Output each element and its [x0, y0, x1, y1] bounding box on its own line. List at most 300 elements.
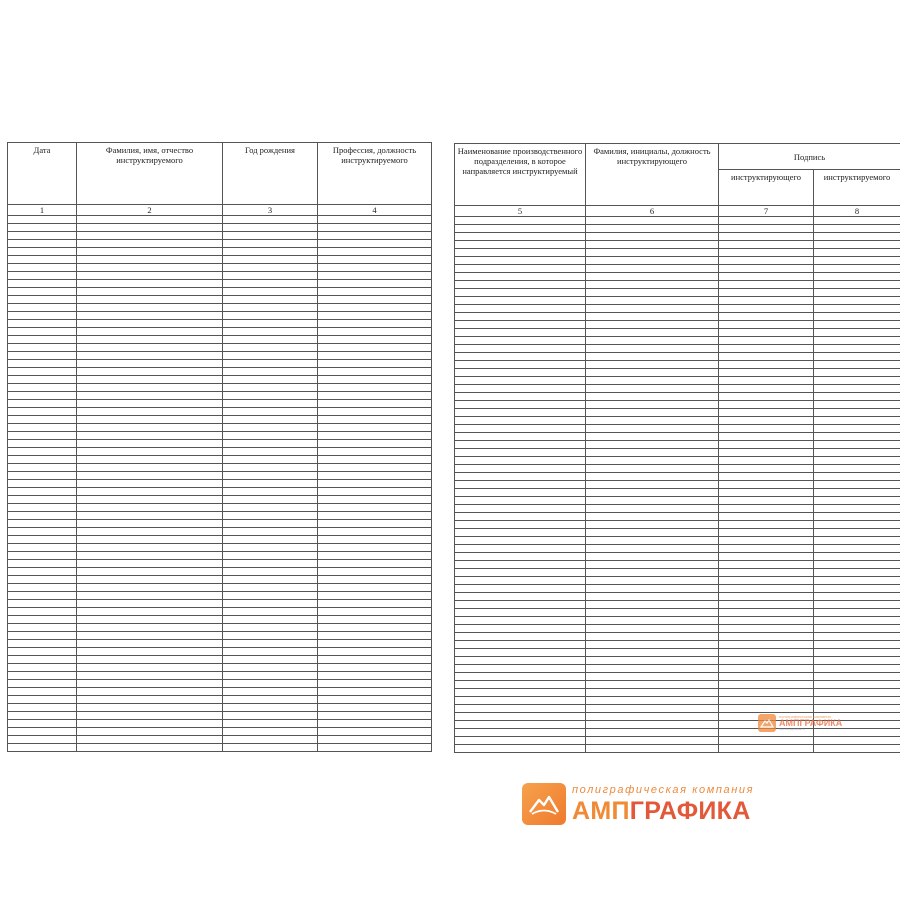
table-cell[interactable]	[318, 728, 432, 736]
table-cell[interactable]	[814, 649, 900, 657]
table-cell[interactable]	[318, 352, 432, 360]
table-cell[interactable]	[455, 689, 586, 697]
table-cell[interactable]	[8, 688, 77, 696]
table-cell[interactable]	[318, 744, 432, 752]
table-cell[interactable]	[455, 497, 586, 505]
table-cell[interactable]	[586, 697, 719, 705]
table-cell[interactable]	[719, 401, 814, 409]
table-cell[interactable]	[586, 721, 719, 729]
table-cell[interactable]	[814, 601, 900, 609]
table-cell[interactable]	[8, 624, 77, 632]
table-cell[interactable]	[814, 681, 900, 689]
table-cell[interactable]	[586, 457, 719, 465]
table-cell[interactable]	[814, 313, 900, 321]
table-cell[interactable]	[586, 249, 719, 257]
table-cell[interactable]	[77, 568, 223, 576]
table-cell[interactable]	[814, 417, 900, 425]
table-cell[interactable]	[223, 280, 318, 288]
table-cell[interactable]	[223, 744, 318, 752]
table-cell[interactable]	[586, 497, 719, 505]
table-cell[interactable]	[455, 385, 586, 393]
table-cell[interactable]	[8, 552, 77, 560]
table-cell[interactable]	[455, 673, 586, 681]
table-cell[interactable]	[586, 225, 719, 233]
table-cell[interactable]	[719, 393, 814, 401]
table-cell[interactable]	[77, 600, 223, 608]
table-cell[interactable]	[77, 216, 223, 224]
table-cell[interactable]	[8, 232, 77, 240]
table-cell[interactable]	[719, 337, 814, 345]
table-cell[interactable]	[719, 633, 814, 641]
table-cell[interactable]	[814, 425, 900, 433]
table-cell[interactable]	[318, 232, 432, 240]
table-cell[interactable]	[719, 465, 814, 473]
table-cell[interactable]	[8, 256, 77, 264]
table-cell[interactable]	[77, 504, 223, 512]
table-cell[interactable]	[318, 216, 432, 224]
table-cell[interactable]	[455, 217, 586, 225]
table-cell[interactable]	[586, 305, 719, 313]
table-cell[interactable]	[223, 304, 318, 312]
table-cell[interactable]	[223, 552, 318, 560]
table-cell[interactable]	[77, 648, 223, 656]
table-cell[interactable]	[814, 377, 900, 385]
table-cell[interactable]	[318, 560, 432, 568]
table-cell[interactable]	[719, 577, 814, 585]
table-cell[interactable]	[223, 504, 318, 512]
table-cell[interactable]	[318, 456, 432, 464]
table-cell[interactable]	[455, 585, 586, 593]
table-cell[interactable]	[814, 465, 900, 473]
table-cell[interactable]	[318, 504, 432, 512]
table-cell[interactable]	[719, 353, 814, 361]
table-cell[interactable]	[8, 480, 77, 488]
table-cell[interactable]	[8, 592, 77, 600]
table-cell[interactable]	[77, 320, 223, 328]
table-cell[interactable]	[8, 272, 77, 280]
table-cell[interactable]	[586, 641, 719, 649]
table-cell[interactable]	[455, 417, 586, 425]
table-cell[interactable]	[77, 424, 223, 432]
table-cell[interactable]	[455, 593, 586, 601]
table-cell[interactable]	[814, 433, 900, 441]
table-cell[interactable]	[586, 665, 719, 673]
table-cell[interactable]	[455, 305, 586, 313]
table-cell[interactable]	[77, 720, 223, 728]
table-cell[interactable]	[586, 689, 719, 697]
table-cell[interactable]	[719, 241, 814, 249]
table-cell[interactable]	[8, 632, 77, 640]
table-cell[interactable]	[455, 625, 586, 633]
table-cell[interactable]	[223, 448, 318, 456]
table-cell[interactable]	[719, 369, 814, 377]
table-cell[interactable]	[814, 705, 900, 713]
table-cell[interactable]	[719, 617, 814, 625]
table-cell[interactable]	[77, 680, 223, 688]
table-cell[interactable]	[719, 281, 814, 289]
table-cell[interactable]	[318, 304, 432, 312]
table-cell[interactable]	[455, 297, 586, 305]
table-cell[interactable]	[455, 745, 586, 753]
table-cell[interactable]	[586, 217, 719, 225]
table-cell[interactable]	[586, 481, 719, 489]
table-cell[interactable]	[719, 745, 814, 753]
table-cell[interactable]	[77, 288, 223, 296]
table-cell[interactable]	[455, 353, 586, 361]
table-cell[interactable]	[814, 401, 900, 409]
table-cell[interactable]	[586, 729, 719, 737]
table-cell[interactable]	[455, 553, 586, 561]
table-cell[interactable]	[223, 352, 318, 360]
table-cell[interactable]	[223, 216, 318, 224]
table-cell[interactable]	[455, 681, 586, 689]
table-cell[interactable]	[318, 248, 432, 256]
table-cell[interactable]	[318, 648, 432, 656]
table-cell[interactable]	[77, 232, 223, 240]
table-cell[interactable]	[77, 520, 223, 528]
table-cell[interactable]	[223, 456, 318, 464]
table-cell[interactable]	[455, 361, 586, 369]
table-cell[interactable]	[455, 737, 586, 745]
table-cell[interactable]	[223, 600, 318, 608]
table-cell[interactable]	[8, 240, 77, 248]
table-cell[interactable]	[814, 537, 900, 545]
table-cell[interactable]	[223, 240, 318, 248]
table-cell[interactable]	[77, 256, 223, 264]
table-cell[interactable]	[318, 240, 432, 248]
table-cell[interactable]	[719, 305, 814, 313]
table-cell[interactable]	[8, 296, 77, 304]
table-cell[interactable]	[814, 553, 900, 561]
table-cell[interactable]	[77, 592, 223, 600]
table-cell[interactable]	[223, 616, 318, 624]
table-cell[interactable]	[318, 320, 432, 328]
table-cell[interactable]	[814, 257, 900, 265]
table-cell[interactable]	[77, 408, 223, 416]
table-cell[interactable]	[455, 289, 586, 297]
table-cell[interactable]	[586, 505, 719, 513]
table-cell[interactable]	[8, 408, 77, 416]
table-cell[interactable]	[814, 225, 900, 233]
table-cell[interactable]	[719, 553, 814, 561]
table-cell[interactable]	[455, 649, 586, 657]
table-cell[interactable]	[8, 712, 77, 720]
table-cell[interactable]	[586, 281, 719, 289]
table-cell[interactable]	[814, 329, 900, 337]
table-cell[interactable]	[223, 624, 318, 632]
table-cell[interactable]	[318, 720, 432, 728]
table-cell[interactable]	[814, 457, 900, 465]
table-cell[interactable]	[77, 296, 223, 304]
table-cell[interactable]	[455, 249, 586, 257]
table-cell[interactable]	[455, 313, 586, 321]
table-cell[interactable]	[814, 641, 900, 649]
table-cell[interactable]	[719, 673, 814, 681]
table-cell[interactable]	[719, 417, 814, 425]
table-cell[interactable]	[814, 441, 900, 449]
table-cell[interactable]	[586, 241, 719, 249]
table-cell[interactable]	[223, 360, 318, 368]
table-cell[interactable]	[77, 328, 223, 336]
table-cell[interactable]	[77, 352, 223, 360]
table-cell[interactable]	[223, 368, 318, 376]
table-cell[interactable]	[455, 225, 586, 233]
table-cell[interactable]	[455, 409, 586, 417]
table-cell[interactable]	[8, 600, 77, 608]
table-cell[interactable]	[8, 416, 77, 424]
table-cell[interactable]	[318, 736, 432, 744]
table-cell[interactable]	[77, 512, 223, 520]
table-cell[interactable]	[814, 569, 900, 577]
table-cell[interactable]	[77, 448, 223, 456]
table-cell[interactable]	[318, 272, 432, 280]
table-cell[interactable]	[586, 489, 719, 497]
table-cell[interactable]	[8, 312, 77, 320]
table-cell[interactable]	[8, 216, 77, 224]
table-cell[interactable]	[318, 376, 432, 384]
table-cell[interactable]	[77, 672, 223, 680]
table-cell[interactable]	[586, 745, 719, 753]
table-cell[interactable]	[719, 545, 814, 553]
table-cell[interactable]	[223, 392, 318, 400]
table-cell[interactable]	[719, 609, 814, 617]
table-cell[interactable]	[455, 537, 586, 545]
table-cell[interactable]	[719, 457, 814, 465]
table-cell[interactable]	[223, 320, 318, 328]
table-cell[interactable]	[455, 425, 586, 433]
table-cell[interactable]	[318, 712, 432, 720]
table-cell[interactable]	[455, 729, 586, 737]
table-cell[interactable]	[77, 608, 223, 616]
table-cell[interactable]	[8, 280, 77, 288]
table-cell[interactable]	[318, 264, 432, 272]
table-cell[interactable]	[814, 481, 900, 489]
table-cell[interactable]	[223, 232, 318, 240]
table-cell[interactable]	[318, 392, 432, 400]
table-cell[interactable]	[719, 521, 814, 529]
table-cell[interactable]	[814, 577, 900, 585]
table-cell[interactable]	[455, 441, 586, 449]
table-cell[interactable]	[77, 544, 223, 552]
table-cell[interactable]	[814, 449, 900, 457]
table-cell[interactable]	[814, 337, 900, 345]
table-cell[interactable]	[719, 601, 814, 609]
table-cell[interactable]	[814, 393, 900, 401]
table-cell[interactable]	[586, 433, 719, 441]
table-cell[interactable]	[318, 416, 432, 424]
table-cell[interactable]	[318, 672, 432, 680]
table-cell[interactable]	[318, 472, 432, 480]
table-cell[interactable]	[8, 504, 77, 512]
table-cell[interactable]	[318, 488, 432, 496]
table-cell[interactable]	[586, 449, 719, 457]
table-cell[interactable]	[77, 496, 223, 504]
table-cell[interactable]	[318, 328, 432, 336]
table-cell[interactable]	[318, 432, 432, 440]
table-cell[interactable]	[455, 705, 586, 713]
table-cell[interactable]	[719, 569, 814, 577]
table-cell[interactable]	[719, 585, 814, 593]
table-cell[interactable]	[223, 336, 318, 344]
table-cell[interactable]	[8, 488, 77, 496]
table-cell[interactable]	[318, 288, 432, 296]
table-cell[interactable]	[814, 273, 900, 281]
table-cell[interactable]	[223, 536, 318, 544]
table-cell[interactable]	[814, 217, 900, 225]
table-cell[interactable]	[455, 609, 586, 617]
table-cell[interactable]	[719, 473, 814, 481]
table-cell[interactable]	[8, 344, 77, 352]
table-cell[interactable]	[223, 656, 318, 664]
table-cell[interactable]	[719, 441, 814, 449]
table-cell[interactable]	[586, 377, 719, 385]
table-cell[interactable]	[719, 489, 814, 497]
table-cell[interactable]	[814, 249, 900, 257]
table-cell[interactable]	[77, 400, 223, 408]
table-cell[interactable]	[223, 672, 318, 680]
table-cell[interactable]	[586, 657, 719, 665]
table-cell[interactable]	[223, 608, 318, 616]
table-cell[interactable]	[8, 520, 77, 528]
table-cell[interactable]	[586, 737, 719, 745]
table-cell[interactable]	[814, 353, 900, 361]
table-cell[interactable]	[586, 265, 719, 273]
table-cell[interactable]	[814, 513, 900, 521]
table-cell[interactable]	[719, 273, 814, 281]
table-cell[interactable]	[814, 233, 900, 241]
table-cell[interactable]	[814, 321, 900, 329]
table-cell[interactable]	[814, 521, 900, 529]
table-cell[interactable]	[8, 400, 77, 408]
table-cell[interactable]	[318, 688, 432, 696]
table-cell[interactable]	[455, 321, 586, 329]
table-cell[interactable]	[223, 688, 318, 696]
table-cell[interactable]	[719, 361, 814, 369]
table-cell[interactable]	[586, 561, 719, 569]
table-cell[interactable]	[719, 593, 814, 601]
table-cell[interactable]	[318, 584, 432, 592]
table-cell[interactable]	[719, 233, 814, 241]
table-cell[interactable]	[77, 616, 223, 624]
table-cell[interactable]	[318, 664, 432, 672]
table-cell[interactable]	[455, 457, 586, 465]
table-cell[interactable]	[586, 609, 719, 617]
table-cell[interactable]	[8, 656, 77, 664]
table-cell[interactable]	[8, 512, 77, 520]
table-cell[interactable]	[8, 496, 77, 504]
table-cell[interactable]	[318, 656, 432, 664]
table-cell[interactable]	[318, 224, 432, 232]
table-cell[interactable]	[455, 401, 586, 409]
table-cell[interactable]	[455, 697, 586, 705]
table-cell[interactable]	[814, 305, 900, 313]
table-cell[interactable]	[77, 432, 223, 440]
table-cell[interactable]	[455, 569, 586, 577]
table-cell[interactable]	[8, 528, 77, 536]
table-cell[interactable]	[77, 312, 223, 320]
table-cell[interactable]	[223, 328, 318, 336]
table-cell[interactable]	[223, 520, 318, 528]
table-cell[interactable]	[719, 513, 814, 521]
table-cell[interactable]	[814, 345, 900, 353]
table-cell[interactable]	[223, 584, 318, 592]
table-cell[interactable]	[814, 625, 900, 633]
table-cell[interactable]	[586, 577, 719, 585]
table-cell[interactable]	[8, 536, 77, 544]
table-cell[interactable]	[586, 257, 719, 265]
table-cell[interactable]	[719, 329, 814, 337]
table-cell[interactable]	[8, 448, 77, 456]
table-cell[interactable]	[8, 472, 77, 480]
table-cell[interactable]	[223, 576, 318, 584]
table-cell[interactable]	[223, 384, 318, 392]
table-cell[interactable]	[719, 249, 814, 257]
table-cell[interactable]	[586, 633, 719, 641]
table-cell[interactable]	[586, 233, 719, 241]
table-cell[interactable]	[8, 304, 77, 312]
table-cell[interactable]	[77, 480, 223, 488]
table-cell[interactable]	[586, 553, 719, 561]
table-cell[interactable]	[455, 449, 586, 457]
table-cell[interactable]	[77, 728, 223, 736]
table-cell[interactable]	[455, 521, 586, 529]
table-cell[interactable]	[586, 417, 719, 425]
table-cell[interactable]	[586, 401, 719, 409]
table-cell[interactable]	[8, 464, 77, 472]
table-cell[interactable]	[318, 296, 432, 304]
table-cell[interactable]	[455, 657, 586, 665]
table-cell[interactable]	[318, 528, 432, 536]
table-cell[interactable]	[223, 472, 318, 480]
table-cell[interactable]	[77, 264, 223, 272]
table-cell[interactable]	[223, 224, 318, 232]
table-cell[interactable]	[719, 449, 814, 457]
table-cell[interactable]	[719, 409, 814, 417]
table-cell[interactable]	[586, 385, 719, 393]
table-cell[interactable]	[8, 648, 77, 656]
table-cell[interactable]	[455, 233, 586, 241]
table-cell[interactable]	[77, 224, 223, 232]
table-cell[interactable]	[455, 545, 586, 553]
table-cell[interactable]	[586, 473, 719, 481]
table-cell[interactable]	[719, 289, 814, 297]
table-cell[interactable]	[719, 641, 814, 649]
table-cell[interactable]	[77, 584, 223, 592]
table-cell[interactable]	[318, 568, 432, 576]
table-cell[interactable]	[814, 689, 900, 697]
table-cell[interactable]	[223, 560, 318, 568]
table-cell[interactable]	[223, 344, 318, 352]
table-cell[interactable]	[77, 280, 223, 288]
table-cell[interactable]	[77, 336, 223, 344]
table-cell[interactable]	[318, 600, 432, 608]
table-cell[interactable]	[719, 385, 814, 393]
table-cell[interactable]	[586, 617, 719, 625]
table-cell[interactable]	[719, 625, 814, 633]
table-cell[interactable]	[223, 720, 318, 728]
table-cell[interactable]	[8, 392, 77, 400]
table-cell[interactable]	[814, 281, 900, 289]
table-cell[interactable]	[8, 728, 77, 736]
table-cell[interactable]	[8, 544, 77, 552]
table-cell[interactable]	[318, 424, 432, 432]
table-cell[interactable]	[77, 704, 223, 712]
table-cell[interactable]	[318, 384, 432, 392]
table-cell[interactable]	[455, 345, 586, 353]
table-cell[interactable]	[77, 664, 223, 672]
table-cell[interactable]	[318, 640, 432, 648]
table-cell[interactable]	[586, 409, 719, 417]
